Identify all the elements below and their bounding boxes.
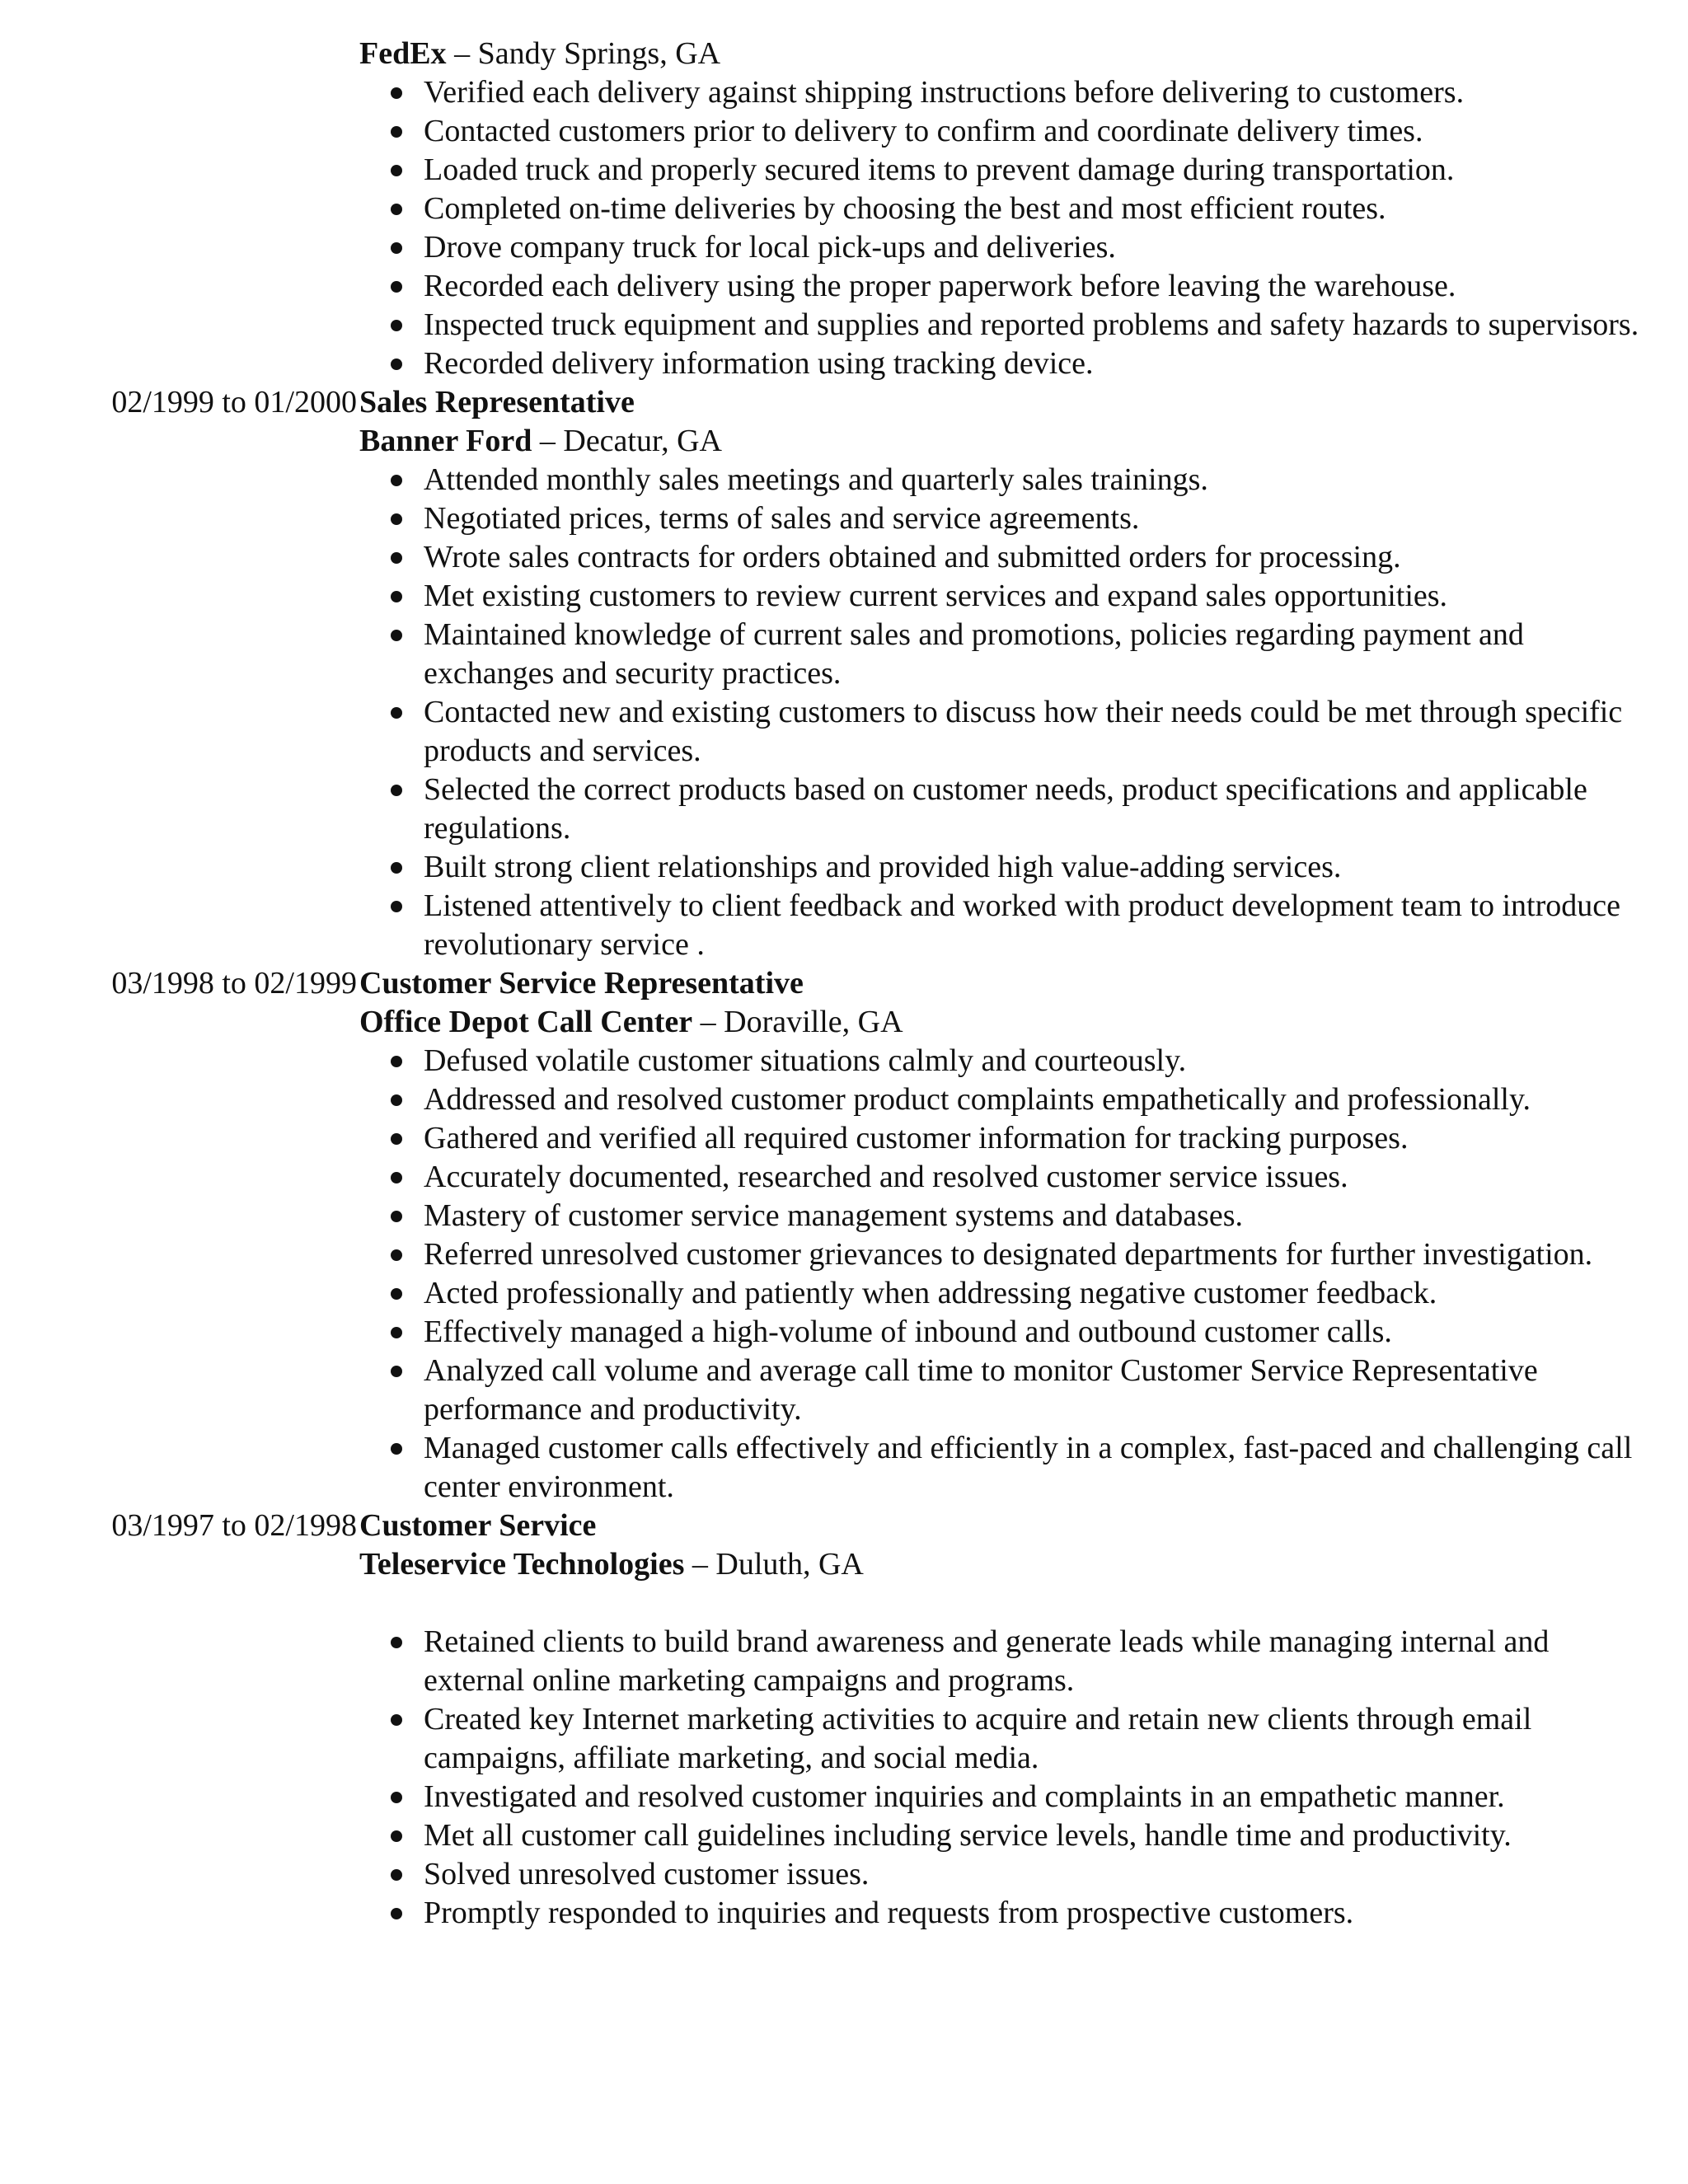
- duty-text: Managed customer calls effectively and efficiently in a complex, fast-paced and challenging call center environment.: [424, 1431, 1633, 1504]
- duty-text: Contacted customers prior to delivery to confirm and coordinate delivery times.: [424, 114, 1423, 148]
- duty-text: Met all customer call guidelines including service levels, handle time and productivity.: [424, 1818, 1512, 1853]
- list-item: [359, 1894, 1652, 1933]
- duty-text: Effectively managed a high-volume of inbound and outbound customer calls.: [424, 1315, 1392, 1349]
- bullet-icon: [391, 204, 402, 215]
- duties-list: [359, 1623, 1645, 1933]
- company-location: – Doraville, GA: [692, 1005, 903, 1039]
- list-item: [359, 1623, 1652, 1700]
- bullet-icon: [391, 1211, 402, 1222]
- duty-text: Drove company truck for local pick-ups and deliveries.: [424, 230, 1116, 265]
- job-body: [359, 1507, 1645, 1933]
- duty-text: Attended monthly sales meetings and quarterly sales trainings.: [424, 462, 1208, 497]
- duty-text: Contacted new and existing customers to discuss how their needs could be met through specific products and services.: [424, 695, 1623, 768]
- company-location: – Sandy Springs, GA: [446, 36, 721, 71]
- list-item: [359, 73, 1652, 112]
- duty-text: Verified each delivery against shipping instructions before delivering to customers.: [424, 75, 1465, 110]
- duty-text: Recorded delivery information using tracking device.: [424, 346, 1094, 381]
- bullet-icon: [391, 552, 402, 564]
- job-title: Customer Service: [359, 1508, 597, 1543]
- bullet-icon: [391, 126, 402, 138]
- duties-list: [359, 1042, 1645, 1507]
- list-item: [359, 1158, 1652, 1197]
- list-item: [359, 1080, 1652, 1119]
- bullet-icon: [391, 1172, 402, 1183]
- bullet-icon: [391, 1288, 402, 1300]
- company-line: [359, 422, 1645, 461]
- duty-text: Loaded truck and properly secured items to prevent damage during transportation.: [424, 152, 1455, 187]
- list-item: [359, 1700, 1652, 1778]
- list-item: [359, 151, 1652, 190]
- blank-line: [359, 1584, 1645, 1623]
- duty-text: Listened attentively to client feedback and worked with product development team to introduce revolutionary service .: [424, 888, 1620, 962]
- bullet-icon: [391, 1133, 402, 1145]
- list-item: [359, 112, 1652, 151]
- company-line: [359, 1003, 1645, 1042]
- bullet-icon: [391, 475, 402, 486]
- list-item: [359, 887, 1652, 964]
- bullet-icon: [391, 1714, 402, 1726]
- duty-text: Solved unresolved customer issues.: [424, 1857, 870, 1891]
- job-title: Customer Service Representative: [359, 966, 804, 1001]
- job-entry-banner-ford: [0, 383, 1688, 964]
- company-location: – Duluth, GA: [684, 1547, 864, 1582]
- bullet-icon: [391, 1249, 402, 1261]
- duties-list: [359, 73, 1645, 383]
- list-item: [359, 538, 1652, 577]
- job-entry-fedex: [0, 35, 1688, 383]
- bullet-icon: [391, 165, 402, 176]
- list-item: [359, 190, 1652, 228]
- bullet-icon: [391, 862, 402, 874]
- job-dates: 03/1998 to 02/1999: [111, 966, 357, 1001]
- company-line: [359, 35, 1645, 73]
- duty-text: Inspected truck equipment and supplies and reported problems and safety hazards to supervisors.: [424, 307, 1639, 342]
- company-location: – Decatur, GA: [532, 424, 722, 458]
- list-item: [359, 1119, 1652, 1158]
- bullet-icon: [391, 320, 402, 331]
- list-item: [359, 616, 1652, 693]
- job-dates: 02/1999 to 01/2000: [111, 385, 357, 419]
- duty-text: Accurately documented, researched and resolved customer service issues.: [424, 1160, 1348, 1194]
- job-entry-office-depot: [0, 964, 1688, 1507]
- company-name: FedEx: [359, 36, 447, 71]
- bullet-icon: [391, 1443, 402, 1455]
- duty-text: Addressed and resolved customer product complaints empathetically and professionally.: [424, 1082, 1531, 1117]
- duty-text: Retained clients to build brand awareness and generate leads while managing internal and external online marketing campaigns and programs.: [424, 1624, 1550, 1698]
- bullet-icon: [391, 785, 402, 796]
- duty-text: Recorded each delivery using the proper paperwork before leaving the warehouse.: [424, 269, 1456, 303]
- bullet-icon: [391, 87, 402, 99]
- company-name: Teleservice Technologies: [359, 1547, 685, 1582]
- list-item: [359, 461, 1652, 499]
- bullet-icon: [391, 1094, 402, 1106]
- bullet-icon: [391, 707, 402, 719]
- duty-text: Promptly responded to inquiries and requests from prospective customers.: [424, 1896, 1354, 1930]
- duty-text: Analyzed call volume and average call time to monitor Customer Service Representative performance and productivity.: [424, 1353, 1538, 1427]
- job-body: [359, 35, 1645, 383]
- bullet-icon: [391, 359, 402, 370]
- bullet-icon: [391, 242, 402, 254]
- company-line: [359, 1545, 1645, 1584]
- duty-text: Built strong client relationships and provided high value-adding services.: [424, 850, 1342, 884]
- list-item: [359, 1313, 1652, 1352]
- duty-text: Created key Internet marketing activities to acquire and retain new clients through email campaigns, affiliate marketing, and social media.: [424, 1702, 1532, 1775]
- duties-list: [359, 461, 1645, 964]
- list-item: [359, 1778, 1652, 1816]
- duty-text: Completed on-time deliveries by choosing the best and most efficient routes.: [424, 191, 1386, 226]
- bullet-icon: [391, 1327, 402, 1338]
- bullet-icon: [391, 630, 402, 641]
- list-item: [359, 1274, 1652, 1313]
- list-item: [359, 344, 1652, 383]
- company-name: Banner Ford: [359, 424, 532, 458]
- company-name: Office Depot Call Center: [359, 1005, 693, 1039]
- duty-text: Defused volatile customer situations calmly and courteously.: [424, 1043, 1187, 1078]
- bullet-icon: [391, 1792, 402, 1803]
- list-item: [359, 1235, 1652, 1274]
- duty-text: Investigated and resolved customer inquiries and complaints in an empathetic manner.: [424, 1779, 1505, 1814]
- job-body: [359, 383, 1645, 964]
- bullet-icon: [391, 1830, 402, 1842]
- duty-text: Referred unresolved customer grievances to designated departments for further investigation.: [424, 1237, 1593, 1272]
- duty-text: Maintained knowledge of current sales and promotions, policies regarding payment and exchanges and security practices.: [424, 617, 1524, 691]
- list-item: [359, 1816, 1652, 1855]
- bullet-icon: [391, 591, 402, 602]
- list-item: [359, 1352, 1652, 1429]
- bullet-icon: [391, 1637, 402, 1648]
- list-item: [359, 771, 1652, 848]
- list-item: [359, 1042, 1652, 1080]
- list-item: [359, 228, 1652, 267]
- list-item: [359, 577, 1652, 616]
- list-item: [359, 306, 1652, 344]
- list-item: [359, 499, 1652, 538]
- bullet-icon: [391, 901, 402, 912]
- list-item: [359, 848, 1652, 887]
- bullet-icon: [391, 513, 402, 525]
- job-body: [359, 964, 1645, 1507]
- bullet-icon: [391, 1366, 402, 1377]
- duty-text: Mastery of customer service management systems and databases.: [424, 1198, 1244, 1233]
- duty-text: Gathered and verified all required customer information for tracking purposes.: [424, 1121, 1409, 1155]
- list-item: [359, 1855, 1652, 1894]
- resume-experience-section: [0, 35, 1688, 1933]
- duty-text: Negotiated prices, terms of sales and service agreements.: [424, 501, 1140, 536]
- duty-text: Acted professionally and patiently when addressing negative customer feedback.: [424, 1276, 1437, 1310]
- bullet-icon: [391, 1908, 402, 1919]
- list-item: [359, 267, 1652, 306]
- duty-text: Wrote sales contracts for orders obtained and submitted orders for processing.: [424, 540, 1401, 574]
- bullet-icon: [391, 281, 402, 293]
- bullet-icon: [391, 1869, 402, 1881]
- job-entry-teleservice: [0, 1507, 1688, 1933]
- list-item: [359, 1429, 1652, 1507]
- list-item: [359, 693, 1652, 771]
- duty-text: Selected the correct products based on customer needs, product specifications and applicable regulations.: [424, 772, 1587, 846]
- list-item: [359, 1197, 1652, 1235]
- duty-text: Met existing customers to review current services and expand sales opportunities.: [424, 579, 1448, 613]
- job-dates: 03/1997 to 02/1998: [111, 1508, 357, 1543]
- job-title: Sales Representative: [359, 385, 635, 419]
- bullet-icon: [391, 1056, 402, 1067]
